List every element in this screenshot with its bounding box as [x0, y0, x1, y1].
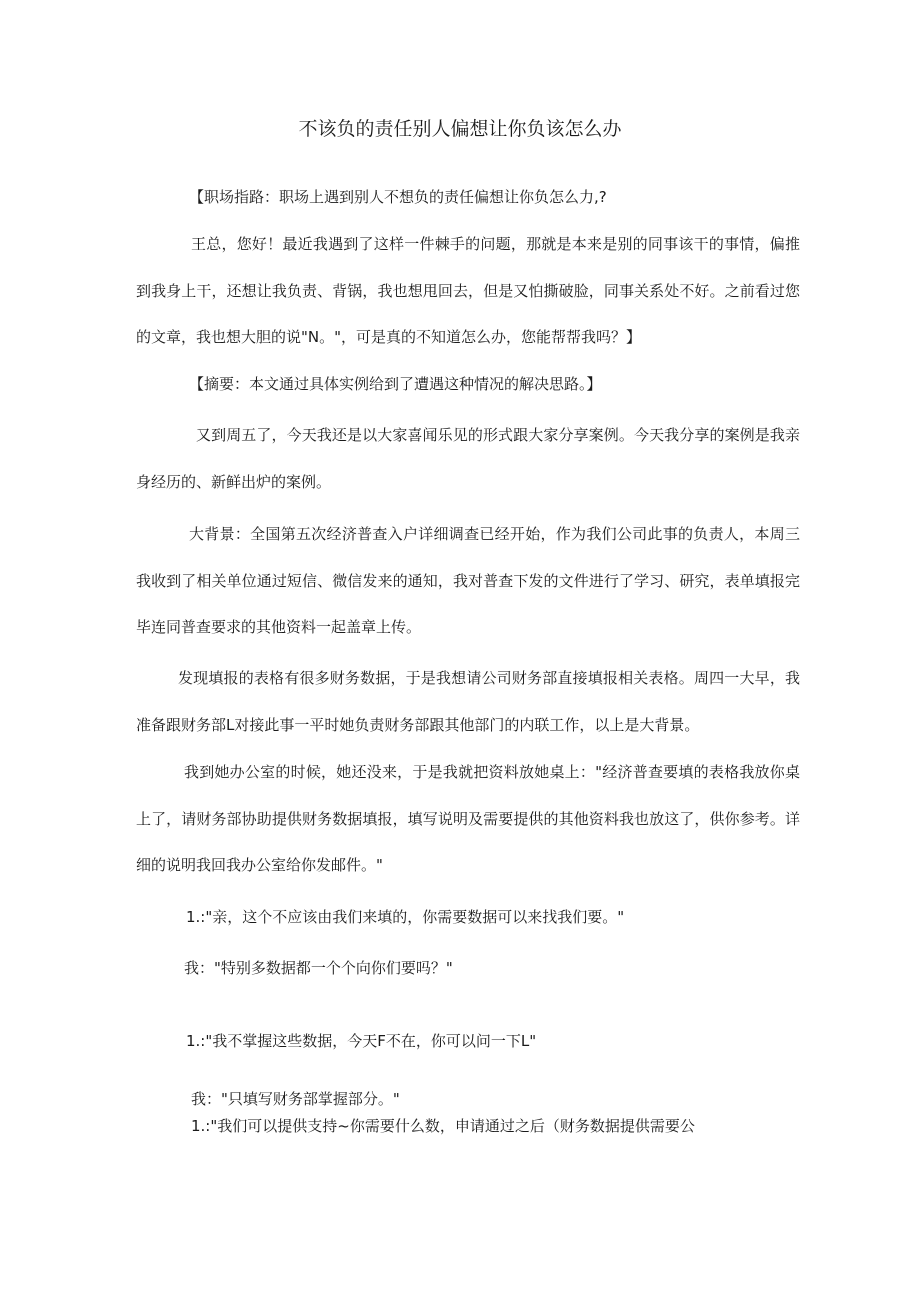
- paragraph-background: 大背景：全国第五次经济普查入户详细调查已经开始，作为我们公司此事的负责人，本周三我收到了相关单位通过短信、微信发来的通知，我对普查下发的文件进行了学习、研究，表单填报完毕连同普查要求的其他资料一起盖章上传。: [136, 525, 800, 636]
- paragraph-summary: 【摘要：本文通过具体实例给到了遭遇这种情况的解决思路。】: [189, 375, 602, 393]
- paragraph-intro: 又到周五了，今天我还是以大家喜闻乐见的形式跟大家分享案例。今天我分享的案例是我亲身经历的、新鲜出炉的案例。: [136, 426, 800, 491]
- dialogue-line-1: 1.:"亲，这个不应该由我们来填的，你需要数据可以来找我们要。": [186, 908, 625, 926]
- dialogue-line-4: 我："只填写财务部掌握部分。": [191, 1090, 400, 1108]
- paragraph-question-header: 【职场指路：职场上遇到别人不想负的责任偏想让你负怎么力,?: [189, 188, 607, 206]
- document-title: 不该负的责任别人偏想让你负该怎么办: [298, 118, 622, 140]
- dialogue-line-5: 1.:"我们可以提供支持~你需要什么数，申请通过之后（财务数据提供需要公: [191, 1117, 695, 1135]
- paragraph-discovery: 发现填报的表格有很多财务数据，于是我想请公司财务部直接填报相关表格。周四一大早，我准备跟财务部L对接此事一平时她负责财务部跟其他部门的内联工作，以上是大背景。: [136, 669, 800, 734]
- paragraph-question-body: 王总，您好！最近我遇到了这样一件棘手的问题，那就是本来是别的同事该干的事情，偏推到我身上干，还想让我负责、背锅，我也想甩回去，但是又怕撕破脸，同事关系处不好。之前看过您的文章，我也想大胆的说"N。"，可是真的不知道怎么办，您能帮帮我吗？】: [136, 235, 800, 346]
- paragraph-office-visit: 我到她办公室的时候，她还没来，于是我就把资料放她桌上："经济普查要填的表格我放你桌上了，请财务部协助提供财务数据填报，填写说明及需要提供的其他资料我也放这了，供你参考。详细的说明我回我办公室给你发邮件。": [136, 763, 800, 874]
- dialogue-line-2: 我："特别多数据都一个个向你们要吗？": [184, 959, 453, 977]
- dialogue-line-3: 1.:"我不掌握这些数据，今天F不在，你可以问一下L": [186, 1032, 537, 1050]
